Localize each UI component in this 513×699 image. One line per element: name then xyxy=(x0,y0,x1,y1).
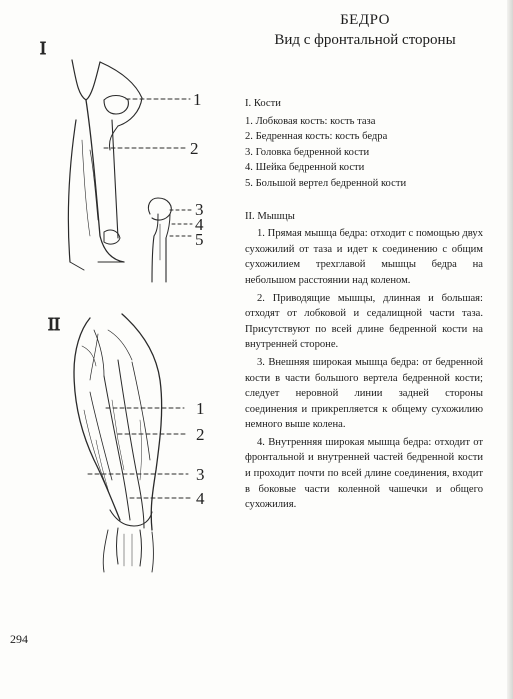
fig2-callout-4: 4 xyxy=(196,489,205,508)
muscles-section xyxy=(245,209,483,513)
muscles-heading: II. Мышцы xyxy=(245,210,295,222)
muscle-paragraph-1: 1. Прямая мышца бедра: отходит с помощью двух сухожилий от таза и идет к соединению с общим сухожилием трехглавой мышцы бедра на небольшом расстоянии над коленом. xyxy=(245,228,483,286)
fig1-callout-1: 1 xyxy=(193,90,202,109)
bones-list xyxy=(245,114,483,192)
muscle-paragraph-3: 3. Внешняя широкая мышца бедра: от бедренной кости в части большого вертела бедренной кости; следует неровной линии задней стороны соединения и прикрепляется к общему сухожилию немного выше колена. xyxy=(245,356,483,431)
figure-2-muscles xyxy=(48,314,190,572)
figure-1-label: I xyxy=(40,38,46,58)
list-item: 2. Бедренная кость: кость бедра xyxy=(245,131,388,143)
fig1-callout-5: 5 xyxy=(195,230,204,249)
page-number: 294 xyxy=(10,632,28,646)
page-subtitle: Вид с фронтальной стороны xyxy=(274,32,456,48)
fig1-callout-2: 2 xyxy=(190,139,199,158)
fig2-callout-1: 1 xyxy=(196,399,205,418)
list-item: 5. Большой вертел бедренной кости xyxy=(245,177,407,189)
bones-heading: I. Кости xyxy=(245,98,281,109)
muscle-paragraph-2: 2. Приводящие мышцы, длинная и большая: отходят от лобковой и седалищной части таза. Присутствуют по всей длине бедренной кости на внутренней стороне. xyxy=(245,292,483,351)
figure-2-label: II xyxy=(48,314,60,334)
figure-1-bones xyxy=(40,38,192,282)
list-item: 1. Лобковая кость: кость таза xyxy=(245,115,376,127)
page-title-block xyxy=(250,10,480,50)
fig1-callout-4: 4 xyxy=(195,215,204,234)
text-column xyxy=(245,96,483,515)
muscle-paragraph-4: 4. Внутренняя широкая мышца бедра: отходит от фронтальной и внутренней частей бедренной кости и проходит почти по всей длине соединения, входит в боковые части коленной чашечки и общего сухожилия. xyxy=(245,436,483,511)
fig1-callout-3: 3 xyxy=(195,200,204,219)
figure-1-callout-numbers xyxy=(190,90,204,249)
list-item: 3. Головка бедренной кости xyxy=(245,146,370,158)
list-item: 4. Шейка бедренной кости xyxy=(245,162,365,174)
figure-2-callout-numbers xyxy=(196,399,205,508)
fig2-callout-3: 3 xyxy=(196,465,205,484)
fig2-callout-2: 2 xyxy=(196,425,205,444)
page-title: БЕДРО xyxy=(340,12,390,28)
